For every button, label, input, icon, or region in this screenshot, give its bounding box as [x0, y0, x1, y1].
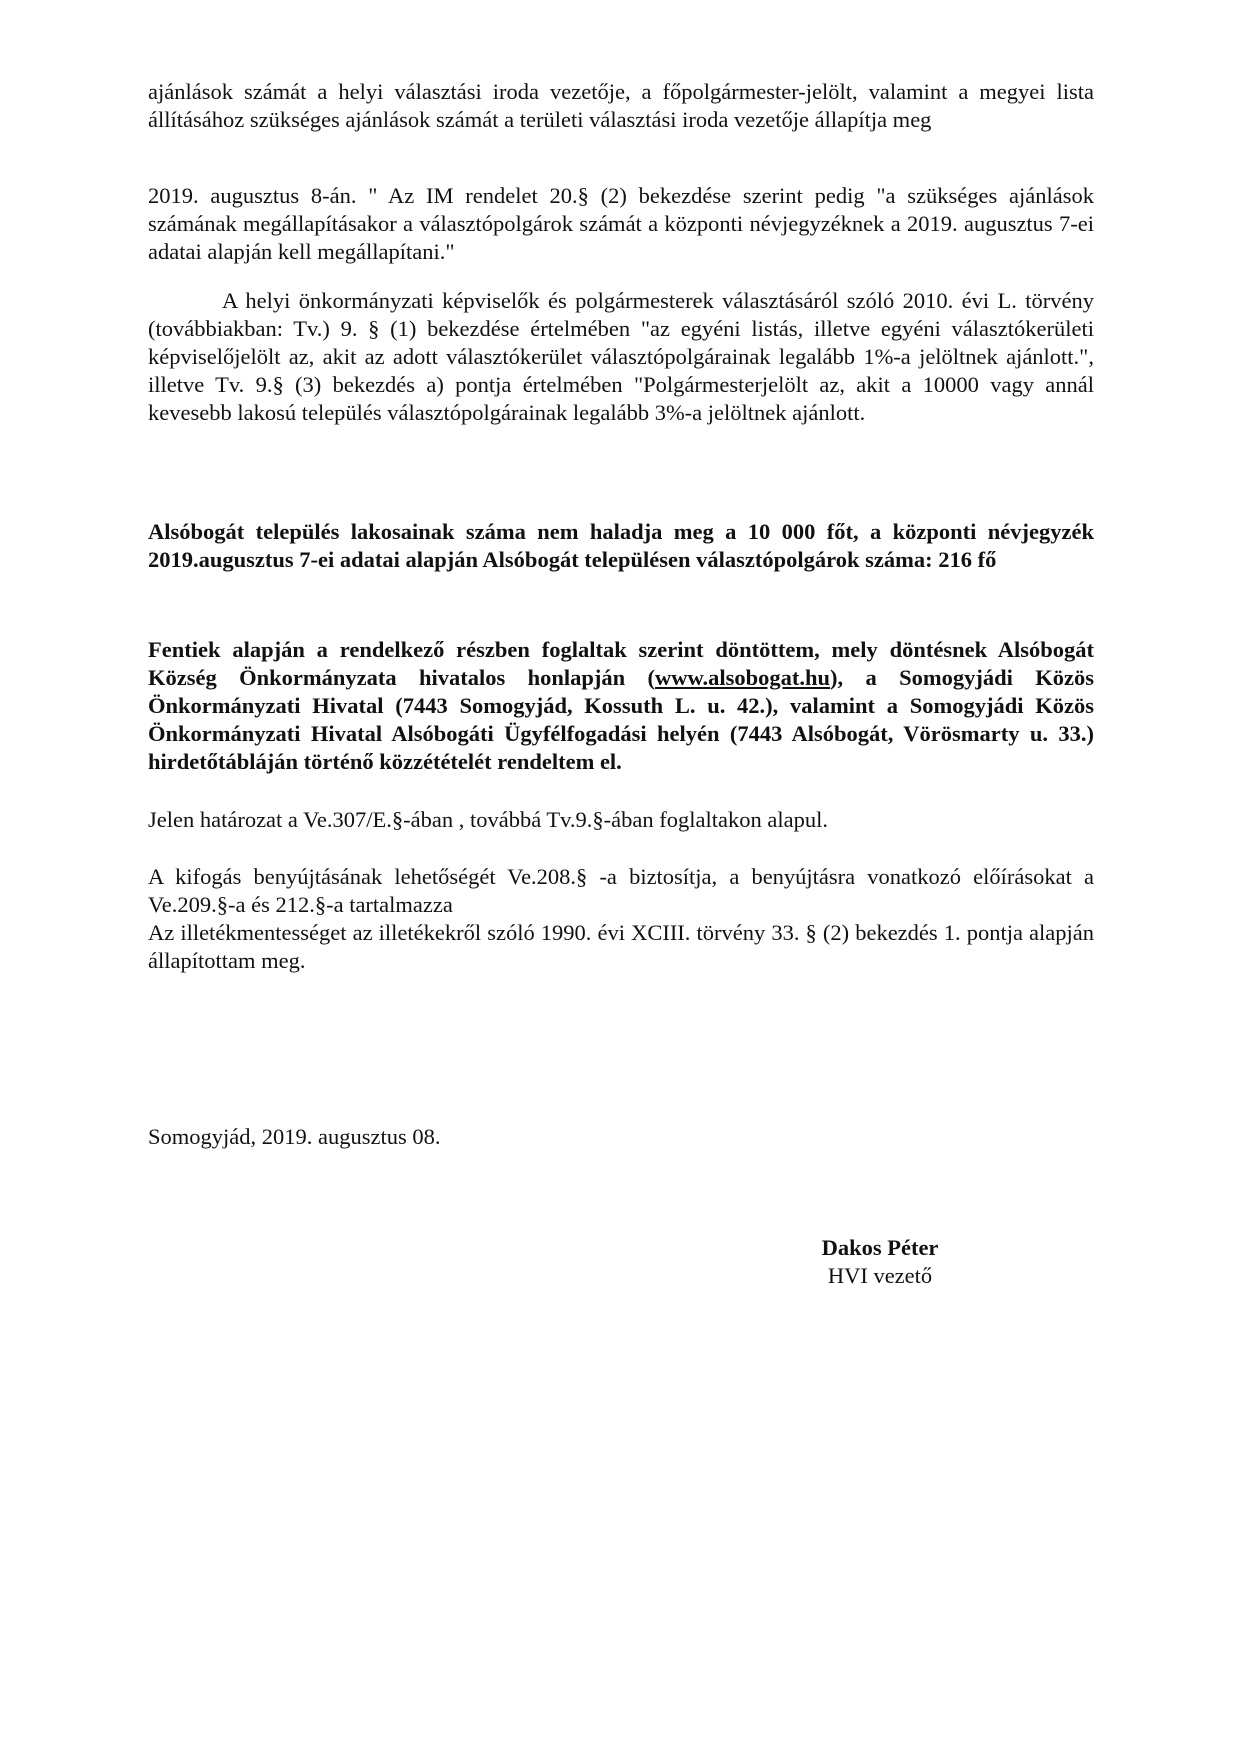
signature-block	[760, 1234, 1000, 1290]
paragraph-decision-publication	[148, 636, 1094, 776]
paragraph-law-reference: A helyi önkormányzati képviselők és polgármesterek választásáról szóló 2010. évi L. törvény (továbbiakban: Tv.) 9. § (1) bekezdése értelmében "az egyéni listás, illetve egyéni választókerületi képviselőjelölt az, akit az adott választókerület választópolgárainak legalább 1%-a jelöltnek ajánlott.", illetve Tv. 9.§ (3) bekezdés a) pontja értelmében "Polgármesterjelölt az, akit a 10000 vagy annál kevesebb lakosú település választópolgárainak legalább 3%-a jelöltnek ajánlott.	[148, 288, 1094, 425]
paragraph-objection: A kifogás benyújtásának lehetőségét Ve.208.§ -a biztosítja, a benyújtásra vonatkozó előírásokat a Ve.209.§-a és 212.§-a tartalmazza	[148, 864, 1094, 917]
paragraph-voter-count: Alsóbogát település lakosainak száma nem haladja meg a 10 000 főt, a központi névjegyzék 2019.augusztus 7-ei adatai alapján Alsóbogát településen választópolgárok száma: 216 fő	[148, 519, 1094, 572]
website-link[interactable]: www.alsobogat.hu	[654, 665, 831, 690]
paragraph-legal-basis: Jelen határozat a Ve.307/E.§-ában , továbbá Tv.9.§-ában foglaltakon alapul.	[148, 807, 828, 832]
signature-title: HVI vezető	[827, 1263, 933, 1288]
place-and-date: Somogyjád, 2019. augusztus 08.	[148, 1124, 441, 1149]
decision-text-start: Fentiek alapján a rendelkező részben foglaltak szerint döntöttem, mely döntésnek Alsóbogát Község Önkormányzata hivatalos honlapján (	[148, 637, 1094, 690]
paragraph-im-decree: 2019. augusztus 8-án. " Az IM rendelet 20.§ (2) bekezdése szerint pedig "a szükséges ajánlások számának megállapításakor a választópolgárok számát a központi névjegyzéknek a 2019. augusztus 7-ei adatai alapján kell megállapítani."	[148, 183, 1094, 264]
signature-name: Dakos Péter	[821, 1235, 939, 1260]
paragraph-fee-exemption: Az illetékmentességet az illetékekről szóló 1990. évi XCIII. törvény 33. § (2) bekezdés 1. pontja alapján állapítottam meg.	[148, 920, 1094, 973]
paragraph-recommendations-intro: ajánlások számát a helyi választási iroda vezetője, a főpolgármester-jelölt, valamint a megyei lista állításához szükséges ajánlások számát a területi választási iroda vezetője állapítja meg	[148, 79, 1094, 132]
decision-text-end: ), a Somogyjádi Közös Önkormányzati Hivatal (7443 Somogyjád, Kossuth L. u. 42.), valamint a Somogyjádi Közös Önkormányzati Hivatal Alsóbogáti Ügyfélfogadási helyén (7443 Alsóbogát, Vörösmarty u. 33.) hirdetőtábláján történő közzétételét rendeltem el.	[148, 665, 1094, 774]
